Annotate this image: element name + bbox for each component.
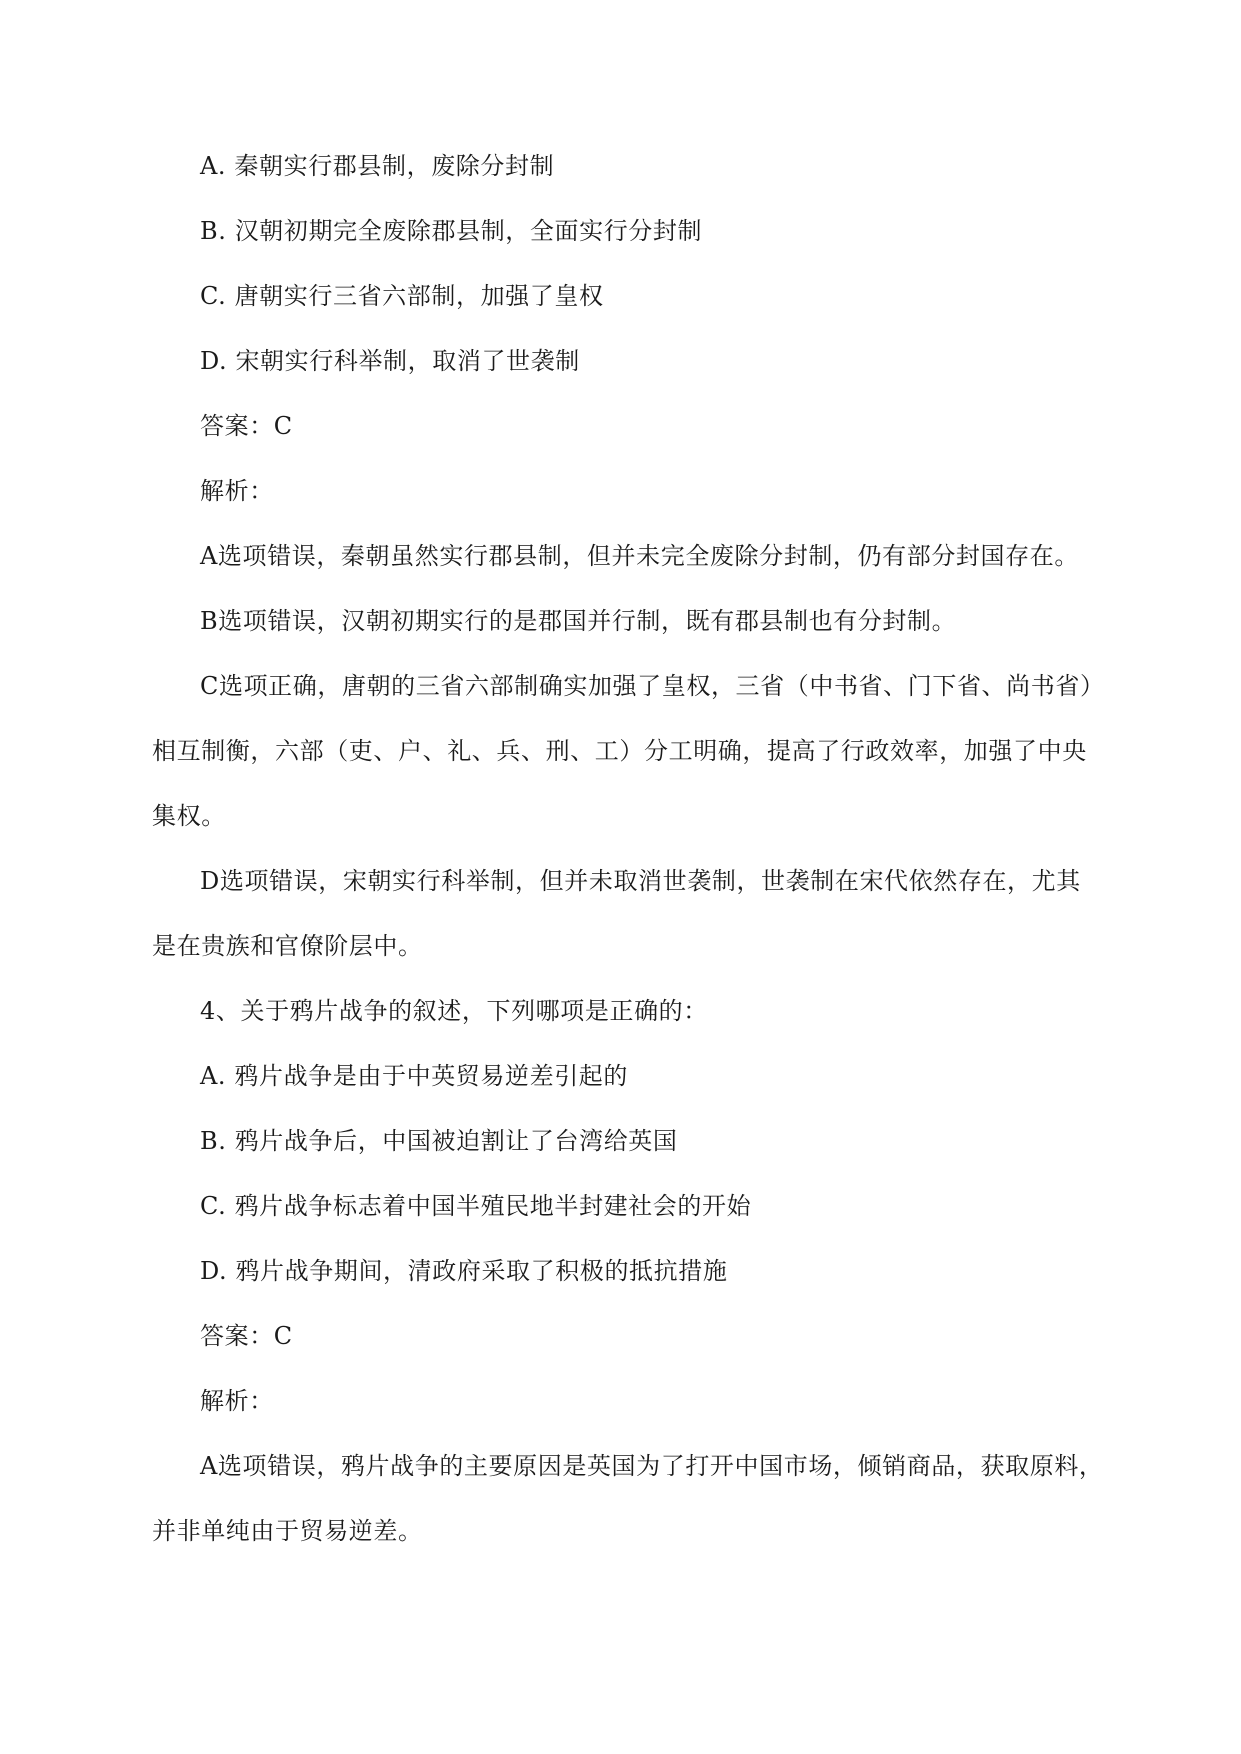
q3-option-a: A. 秦朝实行郡县制，废除分封制 [200, 152, 555, 180]
q3-option-d: D. 宋朝实行科举制，取消了世袭制 [200, 347, 580, 375]
q4-option-c: C. 鸦片战争标志着中国半殖民地半封建社会的开始 [200, 1192, 752, 1220]
q4-option-a: A. 鸦片战争是由于中英贸易逆差引起的 [200, 1062, 628, 1090]
q4-analysis-a-line-1: A选项错误，鸦片战争的主要原因是英国为了打开中国市场，倾销商品，获取原料， [200, 1452, 1104, 1480]
q4-option-d: D. 鸦片战争期间，清政府采取了积极的抵抗措施 [200, 1257, 728, 1285]
q3-analysis-c-line-3: 集权。 [152, 802, 226, 830]
q3-analysis-a: A选项错误，秦朝虽然实行郡县制，但并未完全废除分封制，仍有部分封国存在。 [200, 542, 1079, 570]
q3-option-c: C. 唐朝实行三省六部制，加强了皇权 [200, 282, 604, 310]
q3-analysis-d-line-2: 是在贵族和官僚阶层中。 [152, 932, 423, 960]
q3-analysis-c-line-1: C选项正确，唐朝的三省六部制确实加强了皇权，三省（中书省、门下省、尚书省） [200, 672, 1105, 700]
q4-question: 4、关于鸦片战争的叙述，下列哪项是正确的： [200, 997, 708, 1025]
q3-analysis-d-line-1: D选项错误，宋朝实行科举制，但并未取消世袭制，世袭制在宋代依然存在，尤其 [200, 867, 1081, 895]
q3-option-b: B. 汉朝初期完全废除郡县制，全面实行分封制 [200, 217, 703, 245]
q4-analysis-label: 解析： [200, 1387, 274, 1415]
q4-answer: 答案：C [200, 1322, 293, 1350]
q3-analysis-c-line-2: 相互制衡，六部（吏、户、礼、兵、刑、工）分工明确，提高了行政效率，加强了中央 [152, 737, 1087, 765]
q4-analysis-a-line-2: 并非单纯由于贸易逆差。 [152, 1517, 423, 1545]
q4-option-b: B. 鸦片战争后，中国被迫割让了台湾给英国 [200, 1127, 678, 1155]
q3-analysis-label: 解析： [200, 477, 274, 505]
q3-answer: 答案：C [200, 412, 293, 440]
q3-analysis-b: B选项错误，汉朝初期实行的是郡国并行制，既有郡县制也有分封制。 [200, 607, 957, 635]
